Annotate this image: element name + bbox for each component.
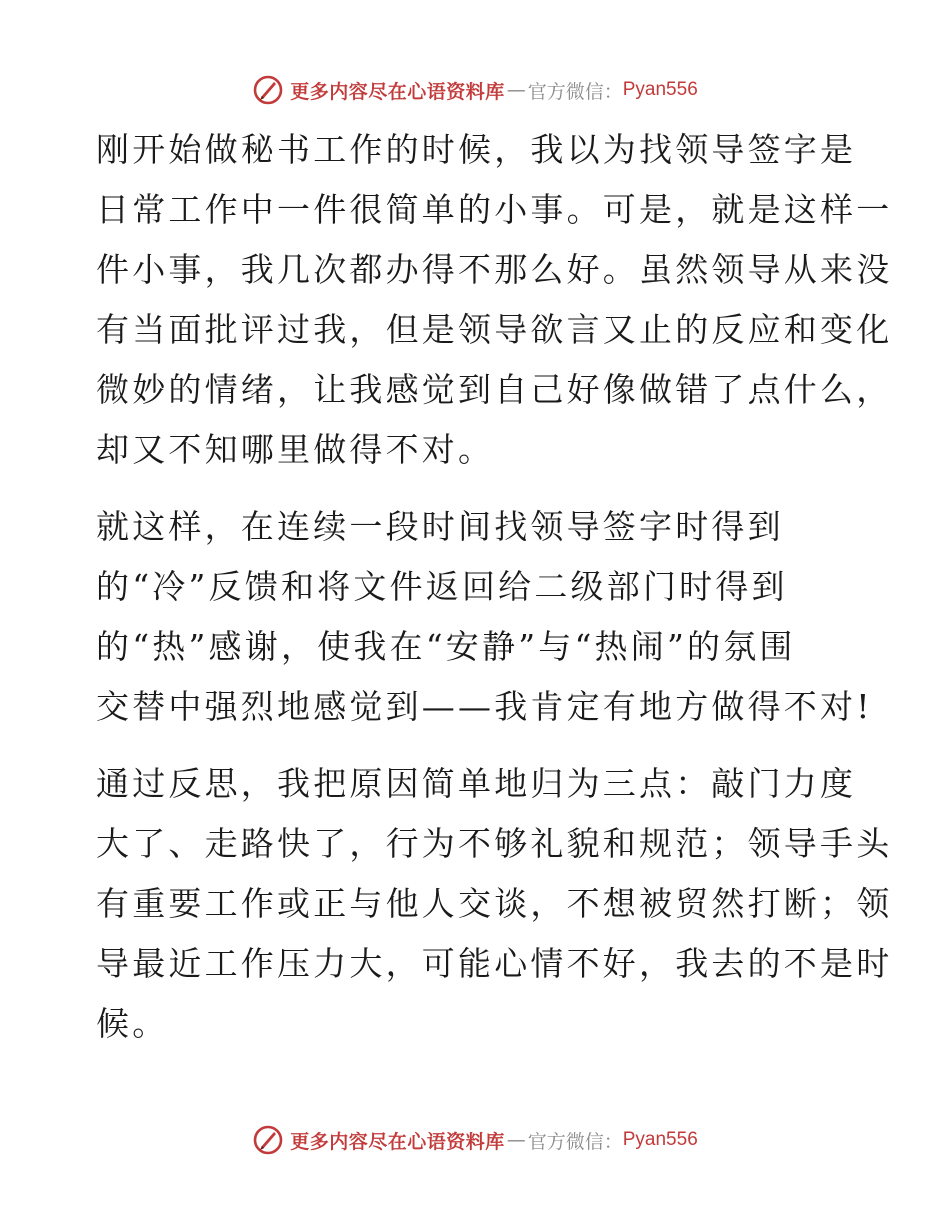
paragraph-line: 通过反思，我把原因简单地归为三点：敲门力度 [96,764,857,803]
banner-title: 更多内容尽在心语资料库 [290,1130,505,1153]
footer-banner [0,1120,950,1160]
paragraph-2 [96,497,873,737]
paragraph-line: 的“冷”反馈和将文件返回给二级部门时得到 [96,567,788,606]
banner-wechat-id: Pyan556 [622,79,698,100]
paragraph-line: 有重要工作或正与他人交谈，不想被贸然打断；领 [96,884,893,923]
quill-pen-logo-icon [252,74,284,106]
paragraph-3 [96,754,893,1054]
quill-pen-logo-icon [252,1124,284,1156]
banner-separator: — [506,1129,526,1151]
banner-title: 更多内容尽在心语资料库 [290,80,505,103]
paragraph-line: 微妙的情绪，让我感觉到自己好像做错了点什么， [96,370,893,409]
paragraph-line: 交替中强烈地感觉到——我肯定有地方做得不对! [96,687,873,726]
paragraph-line: 导最近工作压力大，可能心情不好，我去的不是时 [96,944,893,983]
document-body [96,120,893,1071]
paragraph-line: 件小事，我几次都办得不那么好。虽然领导从来没 [96,250,893,289]
paragraph-line: 却又不知哪里做得不对。 [96,430,495,469]
paragraph-line: 日常工作中一件很简单的小事。可是，就是这样一 [96,190,893,229]
paragraph-line: 的“热”感谢，使我在“安静”与“热闹”的氛围 [96,627,796,666]
paragraph-line: 刚开始做秘书工作的时候，我以为找领导签字是 [96,130,857,169]
banner-wechat-id: Pyan556 [622,1129,698,1150]
paragraph-line: 就这样，在连续一段时间找领导签字时得到 [96,507,784,546]
banner-wechat-label: 官方微信： [527,1130,623,1153]
banner-wechat-label: 官方微信： [527,80,623,103]
paragraph-line: 大了、走路快了，行为不够礼貌和规范；领导手头 [96,824,893,863]
paragraph-1 [96,120,893,480]
paragraph-line: 有当面批评过我，但是领导欲言又止的反应和变化 [96,310,893,349]
header-banner [0,70,950,110]
banner-separator: — [506,79,526,101]
paragraph-line: 候。 [96,1004,169,1043]
